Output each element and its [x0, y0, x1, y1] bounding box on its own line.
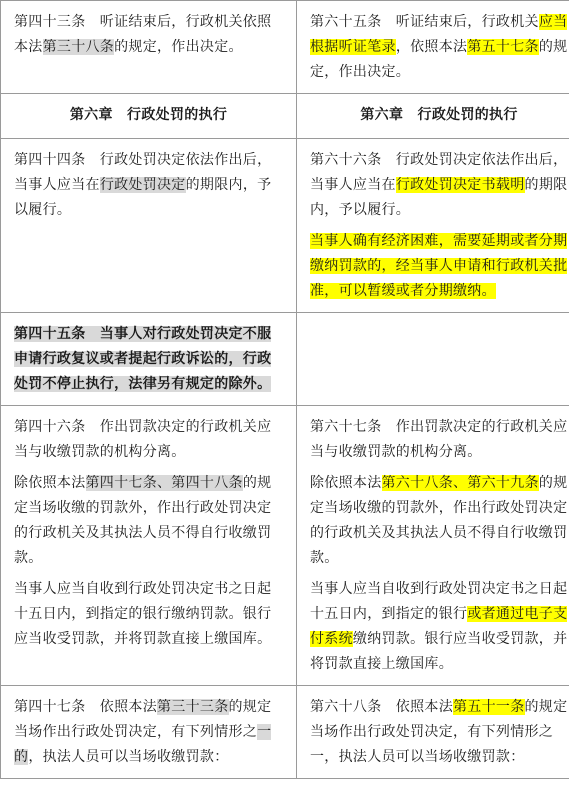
paragraph: 第四十三条 听证结束后，行政机关依照本法第三十八条的规定，作出决定。: [14, 14, 272, 55]
paragraph-added: 当事人确有经济困难，需要延期或者分期缴纳罚款的，经当事人申请和行政机关批准，可以暂缓或者分期缴纳。: [310, 233, 568, 299]
old-article-43: [1, 1, 297, 94]
old-article-46: [1, 406, 297, 686]
old-article-45-deleted: [1, 313, 297, 406]
empty-cell: [297, 313, 569, 406]
new-article-66: [297, 139, 569, 313]
table-row: [1, 406, 569, 686]
paragraph: 第四十六条 作出罚款决定的行政机关应当与收缴罚款的机构分离。: [14, 419, 272, 460]
paragraph: 第六十八条 依照本法第五十一条的规定当场作出行政处罚决定，有下列情形之一，执法人员可以当场收缴罚款：: [310, 699, 568, 765]
table-row-chapter: [1, 94, 569, 139]
chapter-heading-old: 第六章 行政处罚的执行: [1, 94, 297, 139]
table-row: [1, 1, 569, 94]
chapter-heading-new: 第六章 行政处罚的执行: [297, 94, 569, 139]
paragraph: 第四十四条 行政处罚决定依法作出后，当事人应当在行政处罚决定的期限内，予以履行。: [14, 152, 272, 218]
table-row: [1, 313, 569, 406]
new-article-65: [297, 1, 569, 94]
paragraph: 除依照本法第六十八条、第六十九条的规定当场收缴的罚款外，作出行政处罚决定的行政机关及其执法人员不得自行收缴罚款。: [310, 475, 568, 566]
old-article-47: [1, 686, 297, 779]
paragraph: 第六十五条 听证结束后，行政机关应当根据听证笔录，依照本法第五十七条的规定，作出决定。: [310, 14, 568, 80]
paragraph: 当事人应当自收到行政处罚决定书之日起十五日内，到指定的银行缴纳罚款。银行应当收受罚款，并将罚款直接上缴国库。: [14, 581, 272, 647]
table-row: [1, 139, 569, 313]
paragraph: 第六十六条 行政处罚决定依法作出后，当事人应当在行政处罚决定书载明的期限内，予以履行。: [310, 152, 568, 218]
paragraph-deleted: 第四十五条 当事人对行政处罚决定不服申请行政复议或者提起行政诉讼的，行政处罚不停止执行，法律另有规定的除外。: [14, 326, 272, 392]
paragraph: 第六十七条 作出罚款决定的行政机关应当与收缴罚款的机构分离。: [310, 419, 568, 460]
paragraph: 第四十七条 依照本法第三十三条的规定当场作出行政处罚决定，有下列情形之一的，执法人员可以当场收缴罚款：: [14, 699, 272, 765]
table-row: [1, 686, 569, 779]
paragraph: 当事人应当自收到行政处罚决定书之日起十五日内，到指定的银行或者通过电子支付系统缴纳罚款。银行应当收受罚款，并将罚款直接上缴国库。: [310, 581, 568, 672]
paragraph: 除依照本法第四十七条、第四十八条的规定当场收缴的罚款外，作出行政处罚决定的行政机关及其执法人员不得自行收缴罚款。: [14, 475, 272, 566]
old-article-44: [1, 139, 297, 313]
new-article-67: [297, 406, 569, 686]
new-article-68: [297, 686, 569, 779]
